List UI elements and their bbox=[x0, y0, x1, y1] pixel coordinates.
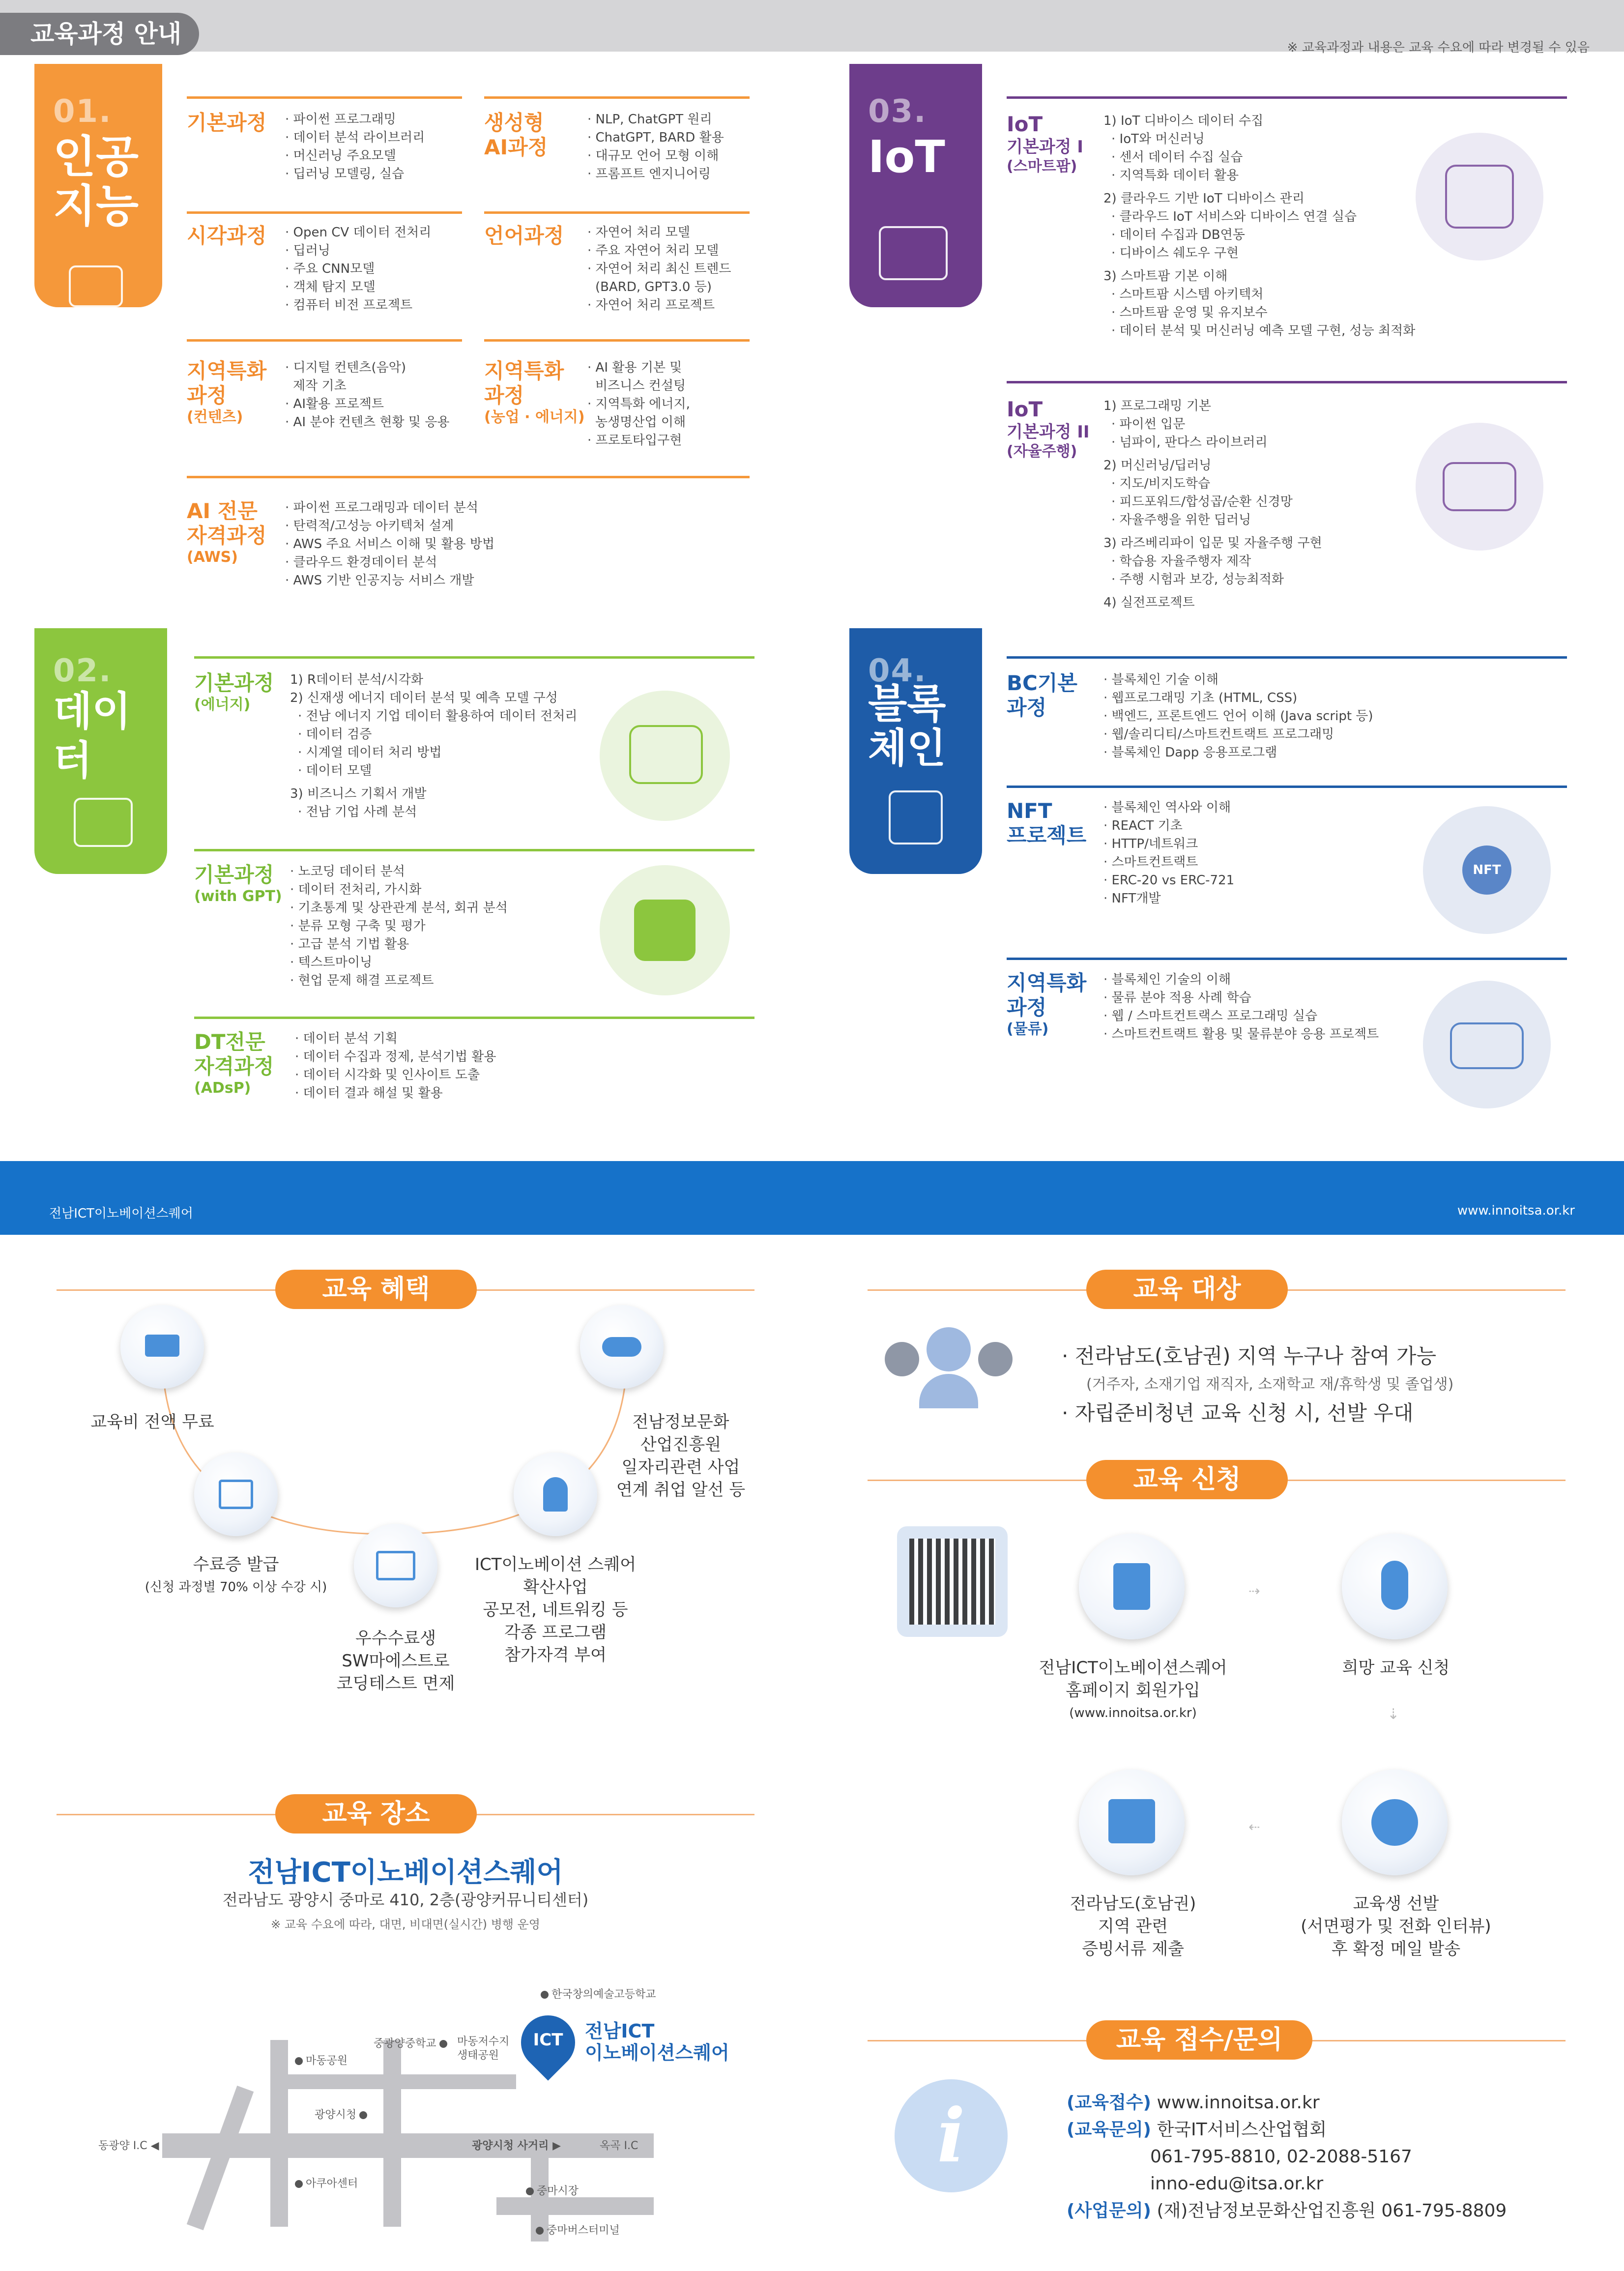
autonomous-car-illustration bbox=[1416, 423, 1543, 551]
gpt-illustration bbox=[600, 865, 730, 995]
divider bbox=[1007, 381, 1567, 383]
people-group-icon bbox=[885, 1327, 1013, 1406]
divider bbox=[187, 339, 462, 342]
nft-illustration bbox=[1423, 806, 1551, 934]
map-label-terminal: 중마버스터미널 bbox=[536, 2222, 620, 2237]
ai-basic-list: · 파이썬 프로그래밍 · 데이터 분석 라이브러리 · 머신러닝 주요모델 · 딥러닝 모델링, 실습 bbox=[285, 112, 425, 181]
target-header: 교육 대상 bbox=[1086, 1270, 1288, 1309]
contact-details: (교육접수) www.innoitsa.or.kr (교육문의) 한국IT서비스산업협회 061-795-8810, 02-2088-5167 inno-edu@itsa.or.kr (사업문의) (재)전남정보문화산업진흥원 061-795-8809 bbox=[1067, 2093, 1507, 2221]
openai-logo-icon bbox=[634, 900, 696, 961]
arrow-left-icon: ⇠ bbox=[1248, 1819, 1260, 1835]
blockchain-title-line1: 블록 bbox=[868, 681, 946, 728]
benefit-label-program: ICT이노베이션 스퀘어 확산사업 공모전, 네트워킹 등 각종 프로그램 참가자격 부여 bbox=[474, 1555, 637, 1665]
iot-title: IoT bbox=[868, 131, 945, 183]
cloud-monitor-icon bbox=[69, 265, 123, 307]
map-label-art-school: 한국창의예술고등학교 bbox=[541, 1986, 656, 2001]
step-select-label: 희망 교육 신청 bbox=[1342, 1658, 1450, 1678]
certificate-icon bbox=[219, 1480, 253, 1509]
map-road bbox=[270, 2074, 516, 2089]
blockchain-category-number: 04. bbox=[868, 653, 927, 689]
wind-solar-illustration bbox=[600, 691, 730, 821]
step-signup-label: 전남ICT이노베이션스퀘어 홈페이지 회원가입 (www.innoitsa.or.kr) bbox=[1039, 1658, 1227, 1720]
arrow-right-icon: ⇢ bbox=[1248, 1583, 1260, 1599]
map-road bbox=[496, 2197, 654, 2215]
upload-folder-icon bbox=[1108, 1799, 1155, 1843]
ai-title-line2: 지능 bbox=[53, 180, 139, 232]
nft-title: NFT 프로젝트 bbox=[1007, 799, 1087, 847]
graduation-cap-icon bbox=[145, 1335, 179, 1357]
divider bbox=[484, 96, 750, 99]
contact-header: 교육 접수/문의 bbox=[1086, 2020, 1312, 2060]
server-icon bbox=[74, 798, 133, 847]
iot-course2-list: 1) 프로그래밍 기본 · 파이썬 입문 · 넘파이, 판다스 라이브러리 2) 머신러닝/딥러닝 · 지도/비지도학습 · 피드포워드/합성곱/순환 신경망 · 자율주행을 위한 딥러닝 3) 라즈베리파이 입문 및 자율주행 구현 · 학습용 자율주행자 제작 · 주행 시험과 보강, 성능최적화 4) 실전프로젝트 bbox=[1103, 399, 1322, 610]
nft-list: · 블록체인 역사와 이해 · REACT 기초 · HTTP/네트워크 · 스마트컨트랙트 · ERC-20 vs ERC-721 · NFT개발 bbox=[1103, 800, 1235, 906]
footer-url: www.innoitsa.or.kr bbox=[1457, 1203, 1575, 1218]
data-gpt-list: · 노코딩 데이터 분석 · 데이터 전처리, 가시화 · 기초통계 및 상관관계 분석, 회귀 분석 · 분류 모형 구축 및 평가 · 고급 분석 기법 활용 · 텍스트마이닝 · 현업 문제 해결 프로젝트 bbox=[290, 864, 508, 988]
data-gpt-title: 기본과정 (with GPT) bbox=[194, 863, 282, 905]
map-pin-name: 전남ICT 이노베이션스퀘어 bbox=[585, 2020, 729, 2064]
code-window-icon bbox=[376, 1551, 415, 1580]
divider bbox=[194, 849, 754, 851]
ai-genai-list: · NLP, ChatGPT 원리 · ChatGPT, BARD 활용 · 대규모 언어 모형 이해 · 프롬프트 엔지니어링 bbox=[587, 112, 724, 181]
divider bbox=[187, 211, 462, 214]
qr-code[interactable] bbox=[897, 1526, 1008, 1637]
finger-tap-icon bbox=[1381, 1561, 1408, 1610]
map-road bbox=[383, 2040, 401, 2227]
ai-aws-list: · 파이썬 프로그래밍과 데이터 분석 · 탄력적/고성능 아키텍처 설계 · AWS 주요 서비스 이해 및 활용 방법 · 클라우드 환경데이터 분석 · AWS 기반 인공지능 서비스 개발 bbox=[285, 500, 495, 588]
map-label-park2: 마동저수지 생태공원 bbox=[457, 2036, 510, 2062]
step-signup-circle bbox=[1079, 1534, 1185, 1639]
map-label-junction: 광양시청 사거리 ▶ bbox=[472, 2140, 561, 2152]
iot-category-number: 03. bbox=[868, 93, 927, 130]
benefits-header: 교육 혜택 bbox=[275, 1270, 477, 1309]
trophy-icon bbox=[543, 1477, 568, 1512]
map-label-market: 중마시장 bbox=[526, 2183, 579, 2198]
ai-title-line1: 인공 bbox=[53, 131, 139, 183]
iot-course2-title: IoT 기본과정 II (자율주행) bbox=[1007, 397, 1090, 460]
map-label-city-hall: 광양시청 bbox=[315, 2106, 370, 2122]
iot-course1-list: 1) IoT 디바이스 데이터 수집 · IoT와 머신러닝 · 센서 데이터 수집 실습 · 지역특화 데이터 활용 2) 클라우드 기반 IoT 디바이스 관리 · 클라우드 IoT 서비스와 디바이스 연결 실습 · 데이터 수집과 DB연동 · 디바이스 쉐도우 구현 3) 스마트팜 기본 이해 · 스마트팜 시스템 아키텍처 · 스마트팜 운영 및 유지보수 · 데이터 분석 및 머신러닝 예측 모델 구현, 성능 최적화 bbox=[1103, 114, 1416, 338]
nft-badge-icon: NFT bbox=[1462, 845, 1511, 895]
chart-tablet-icon bbox=[879, 226, 948, 280]
ai-regional-content-list: · 디지털 컨텐츠(음악) 제작 기초 · AI활용 프로젝트 · AI 분야 컨텐츠 현황 및 응용 bbox=[285, 360, 450, 430]
logistics-list: · 블록체인 기술의 이해 · 물류 분야 적용 사례 학습 · 웹 / 스마트컨트랙스 프로그래밍 실습 · 스마트컨트랙트 활용 및 물류분야 응용 프로젝트 bbox=[1103, 972, 1379, 1042]
ai-aws-title: AI 전문 자격과정 (AWS) bbox=[187, 499, 267, 566]
arrow-down-icon: ⇣ bbox=[1387, 1706, 1400, 1723]
divider bbox=[194, 656, 754, 659]
step-confirm-circle bbox=[1342, 1770, 1448, 1875]
document-icon bbox=[1113, 1563, 1150, 1610]
data-energy-title: 기본과정 (에너지) bbox=[194, 671, 274, 713]
map-road bbox=[270, 2040, 288, 2227]
map-label-middle-school: 중광양중학교 bbox=[374, 2035, 450, 2050]
interview-people-icon bbox=[1371, 1799, 1418, 1846]
iot-course1-title: IoT 기본과정 I (스마트팜) bbox=[1007, 112, 1083, 175]
blockchain-title-line2: 체인 bbox=[868, 725, 946, 772]
map-label-east-ic: 옥곡 I.C bbox=[600, 2140, 638, 2152]
ai-genai-title: 생성형 AI과정 bbox=[484, 111, 548, 159]
data-category-number: 02. bbox=[53, 653, 112, 689]
divider bbox=[484, 339, 750, 342]
data-dt-list: · 데이터 분석 기획 · 데이터 수집과 정제, 분석기법 활용 · 데이터 시각화 및 인사이트 도출 · 데이터 결과 해설 및 활용 bbox=[295, 1031, 496, 1101]
data-dt-title: DT전문 자격과정 (ADsP) bbox=[194, 1030, 274, 1097]
ai-regional-content-title: 지역특화 과정 (컨텐츠) bbox=[187, 359, 267, 426]
benefit-circle-coding bbox=[354, 1524, 437, 1607]
map-label-aqua: 아쿠아센터 bbox=[295, 2175, 358, 2190]
target-description: · 전라남도(호남권) 지역 누구나 참여 가능 (거주자, 소재기업 재직자, 소재학교 재/휴학생 및 졸업생) · 자립준비청년 교육 신청 시, 선발 우대 bbox=[1062, 1344, 1454, 1425]
handshake-icon bbox=[602, 1337, 641, 1357]
ai-regional-agri-list: · AI 활용 기본 및 비즈니스 컨설팅 · 지역특화 에너지, 농생명산업 이해 · 프로토타입구현 bbox=[587, 360, 690, 448]
page-title: 교육과정 안내 bbox=[0, 13, 199, 55]
place-note: ※ 교육 수요에 따라, 대면, 비대면(실시간) 병행 운영 bbox=[271, 1918, 540, 1931]
step-select-circle bbox=[1342, 1534, 1448, 1639]
iot-category-block bbox=[849, 64, 982, 307]
divider bbox=[1007, 786, 1567, 788]
footer-org-name: 전남ICT이노베이션스퀘어 bbox=[49, 1206, 193, 1221]
benefit-label-certificate: 수료증 발급 (신청 과정별 70% 이상 수강 시) bbox=[145, 1555, 327, 1595]
ai-basic-title: 기본과정 bbox=[187, 111, 267, 135]
divider bbox=[1007, 958, 1567, 960]
divider bbox=[187, 476, 750, 478]
logistics-title: 지역특화 과정 (물류) bbox=[1007, 971, 1087, 1038]
benefit-label-job: 전남정보문화 산업진흥원 일자리관련 사업 연계 취업 알선 등 bbox=[616, 1412, 746, 1500]
divider bbox=[484, 211, 750, 214]
container-truck-icon bbox=[1450, 1022, 1524, 1069]
car-circuit-icon bbox=[1443, 462, 1516, 511]
ai-regional-agri-title: 지역특화 과정 (농업 · 에너지) bbox=[484, 359, 585, 426]
benefit-circle-certificate bbox=[194, 1453, 278, 1536]
place-header: 교육 장소 bbox=[275, 1794, 477, 1834]
step-submit-circle bbox=[1079, 1770, 1185, 1875]
map-label-west-ic: 동광양 I.C ◀ bbox=[98, 2140, 159, 2152]
apply-header: 교육 신청 bbox=[1086, 1460, 1288, 1499]
step-submit-label: 전라남도(호남권) 지역 관련 증빙서류 제출 bbox=[1070, 1894, 1196, 1959]
place-name: 전남ICT이노베이션스퀘어 bbox=[248, 1857, 563, 1889]
divider bbox=[1007, 656, 1567, 659]
chip-icon bbox=[889, 790, 943, 844]
qr-code-pattern-icon bbox=[909, 1539, 995, 1625]
logistics-illustration bbox=[1423, 981, 1551, 1108]
benefit-circle-job bbox=[580, 1305, 664, 1389]
ai-category-number: 01. bbox=[53, 93, 112, 130]
ai-language-title: 언어과정 bbox=[484, 224, 564, 248]
divider bbox=[1007, 96, 1567, 99]
benefit-label-coding: 우수수료생 SW마에스트로 코딩테스트 면제 bbox=[336, 1629, 455, 1693]
location-map bbox=[64, 1986, 729, 2242]
map-label-park1: 마동공원 bbox=[295, 2052, 348, 2067]
map-road bbox=[187, 2086, 254, 2230]
smartfarm-illustration bbox=[1416, 133, 1543, 261]
map-pin-label: ICT bbox=[533, 2030, 563, 2050]
ai-language-list: · 자연어 처리 모델 · 주요 자연어 처리 모델 · 자연어 처리 최신 트렌드 (BARD, GPT3.0 등) · 자연어 처리 프로젝트 bbox=[587, 225, 731, 313]
ai-category-block bbox=[34, 64, 162, 307]
place-address: 전라남도 광양시 중마로 410, 2층(광양커뮤니티센터) bbox=[222, 1891, 589, 1909]
data-category-block bbox=[34, 628, 167, 874]
wind-turbine-icon bbox=[629, 725, 703, 784]
step-confirm-label: 교육생 선발 (서면평가 및 전화 인터뷰) 후 확정 메일 발송 bbox=[1301, 1894, 1491, 1959]
bc-basic-title: BC기본 과정 bbox=[1007, 671, 1077, 720]
divider bbox=[194, 1017, 754, 1019]
footer-band bbox=[0, 1161, 1624, 1235]
blockchain-category-block bbox=[849, 628, 982, 874]
divider bbox=[187, 96, 462, 99]
notice-text: ※ 교육과정과 내용은 교육 수요에 따라 변경될 수 있음 bbox=[1287, 40, 1590, 55]
benefit-circle-tuition bbox=[120, 1305, 204, 1389]
info-icon: i bbox=[895, 2079, 1008, 2192]
benefit-label-tuition: 교육비 전액 무료 bbox=[90, 1412, 214, 1432]
bc-basic-list: · 블록체인 기술 이해 · 웹프로그래밍 기초 (HTML, CSS) · 백엔드, 프론트엔드 언어 이해 (Java script 등) · 웹/솔리디티/스마트컨트랙트 프로그래밍 · 블록체인 Dapp 응용프로그램 bbox=[1103, 672, 1373, 760]
data-title: 데이터 bbox=[53, 688, 131, 784]
ai-vision-title: 시각과정 bbox=[187, 224, 267, 248]
data-energy-list: 1) R데이터 분석/시각화 2) 신재생 에너지 데이터 분석 및 예측 모델 구성 · 전남 에너지 기업 데이터 활용하여 데이터 전처리 · 데이터 검증 · 시계열 데이터 처리 방법 · 데이터 모델 3) 비즈니스 기획서 개발 · 전남 기업 사례 분석 bbox=[290, 672, 578, 819]
ai-vision-list: · Open CV 데이터 전처리 · 딥러닝 · 주요 CNN모델 · 객체 탐지 모델 · 컴퓨터 비전 프로젝트 bbox=[285, 225, 432, 313]
plant-sprout-icon bbox=[1445, 165, 1514, 229]
benefit-circle-program bbox=[514, 1453, 597, 1536]
